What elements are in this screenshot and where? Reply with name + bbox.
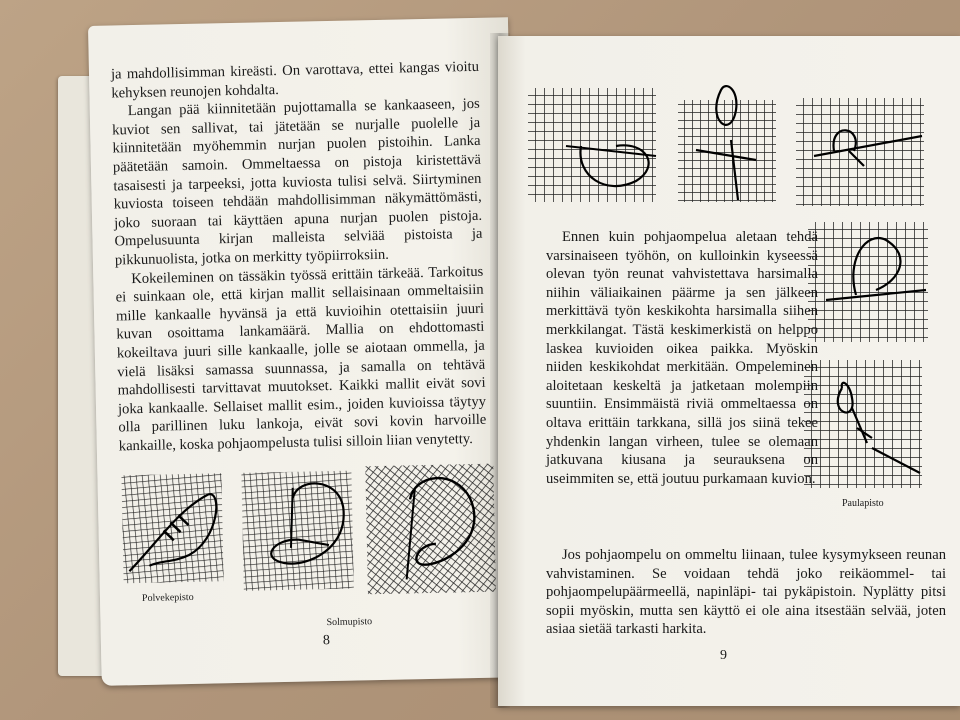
- paragraph: Kokeileminen on tässäkin työssä erittäin tärkeää. Tarkoitus ei suinkaan ole, että kirjan mallit sellaisinaan ommeltaisiin mille kankaalle hyvänsä ja että kuvioihin otettaisiin juuri kuvan osoittama lankamäärä. Mallia on ehdottomasti kokeiltava juuri sille kankaalle, jolle se aiotaan ommella, ja vielä lisäksi samassa suunnassa, ja samalla on tehtävä mahdollisesti tarvittavat muutokset. Kaikki mallit eivät sovi joka kankaalle. Sellaiset mallit esim., joiden kuvioissa täytyy olla parillinen luku lankoja, eivät sovi kovin harvoille kankaille, koska pohjaompelusta tulisi silloin liian venytetty.: [115, 263, 487, 455]
- figure-stitch-top-3: [794, 96, 926, 208]
- caption-solmupisto: Solmupisto: [326, 616, 373, 629]
- paragraph: Langan pää kiinnitetään pujottamalla se kankaaseen, jos kuviot sen sallivat, tai jätetään se nurjalle puolelle ja kiinnitetään myöhemmin nurjan puolen pistoihin. Lanka päätetään samoin. Ommeltaessa on pistoja kiristettävä tasaisesti ja tarpeeksi, jotta kuviosta tulisi selvä. Siirtyminen kuviosta toiseen tehdään mahdollisimman näkymättömästi, joko suoraan tai käyttäen apuna nurjan puolen pistoja. Ompelusuunta kirjan malleista selviää pistoista ja pikkunuolista, jotka on merkitty työpiirroksiin.: [112, 96, 483, 269]
- figure-stitch-right-1: [806, 220, 930, 344]
- figure-paulapisto: [802, 358, 924, 490]
- caption-paulapisto: Paulapisto: [842, 498, 884, 509]
- figure-stitch-3: [359, 457, 502, 600]
- left-page-text: [111, 58, 487, 456]
- right-column-text: [546, 228, 818, 488]
- figure-solmupisto: [237, 466, 358, 596]
- paragraph: Ennen kuin pohjaompelua aletaan tehdä varsinaiseen työhön, on kulloinkin kyseessä olevan työn reunat vahvistettava harsimalla niihin väliaikainen päärme ja sen jälkeen merkittävä työn keskikohta harsimalla siihen merkkilangat. Tästä keskimerkistä on helppo laskea kuvioiden oikea paikka. Myöskin niiden keskikohdat merkitään. Ompeleminen aloitetaan keskeltä ja jatketaan molempiin suuntiin. Ensimmäistä riviä ommeltaessa on oltava erittäin tarkkana, sillä jos siinä tekee yhdenkin langan virheen, tulee se olemaan jatkuvana kiusana ja seurauksena on useimmiten se, että joutuu purkamaan kuvion.: [546, 229, 818, 487]
- page-number-left: 8: [322, 633, 331, 649]
- right-full-text: [546, 546, 946, 639]
- paragraph: Jos pohjaompelu on ommeltu liinaan, tulee kysymykseen reunan vahvistaminen. Se voidaan tehdä joko reikäommel- tai pohjaompelupäärmeellä, napinläpi- tai pykäpistoin. Nyplätty pitsi sopii myöskin, mutta sen käyttö ei ole aina itsestään selvää, joten asiaa sietää tarkasti harkita.: [546, 547, 946, 638]
- caption-polvekepisto: Polvekepisto: [141, 591, 194, 604]
- figure-stitch-top-2: [676, 80, 778, 204]
- figure-polvekepisto: [117, 469, 229, 589]
- right-page: [498, 36, 960, 706]
- paragraph: ja mahdollisimman kireästi. On varottava, ettei kangas vioitu kehyksen reunojen kohdalta.: [110, 58, 480, 102]
- open-book: [58, 18, 960, 718]
- page-number-right: 9: [720, 648, 727, 663]
- figure-stitch-top-1: [526, 86, 658, 204]
- left-page: [88, 17, 522, 686]
